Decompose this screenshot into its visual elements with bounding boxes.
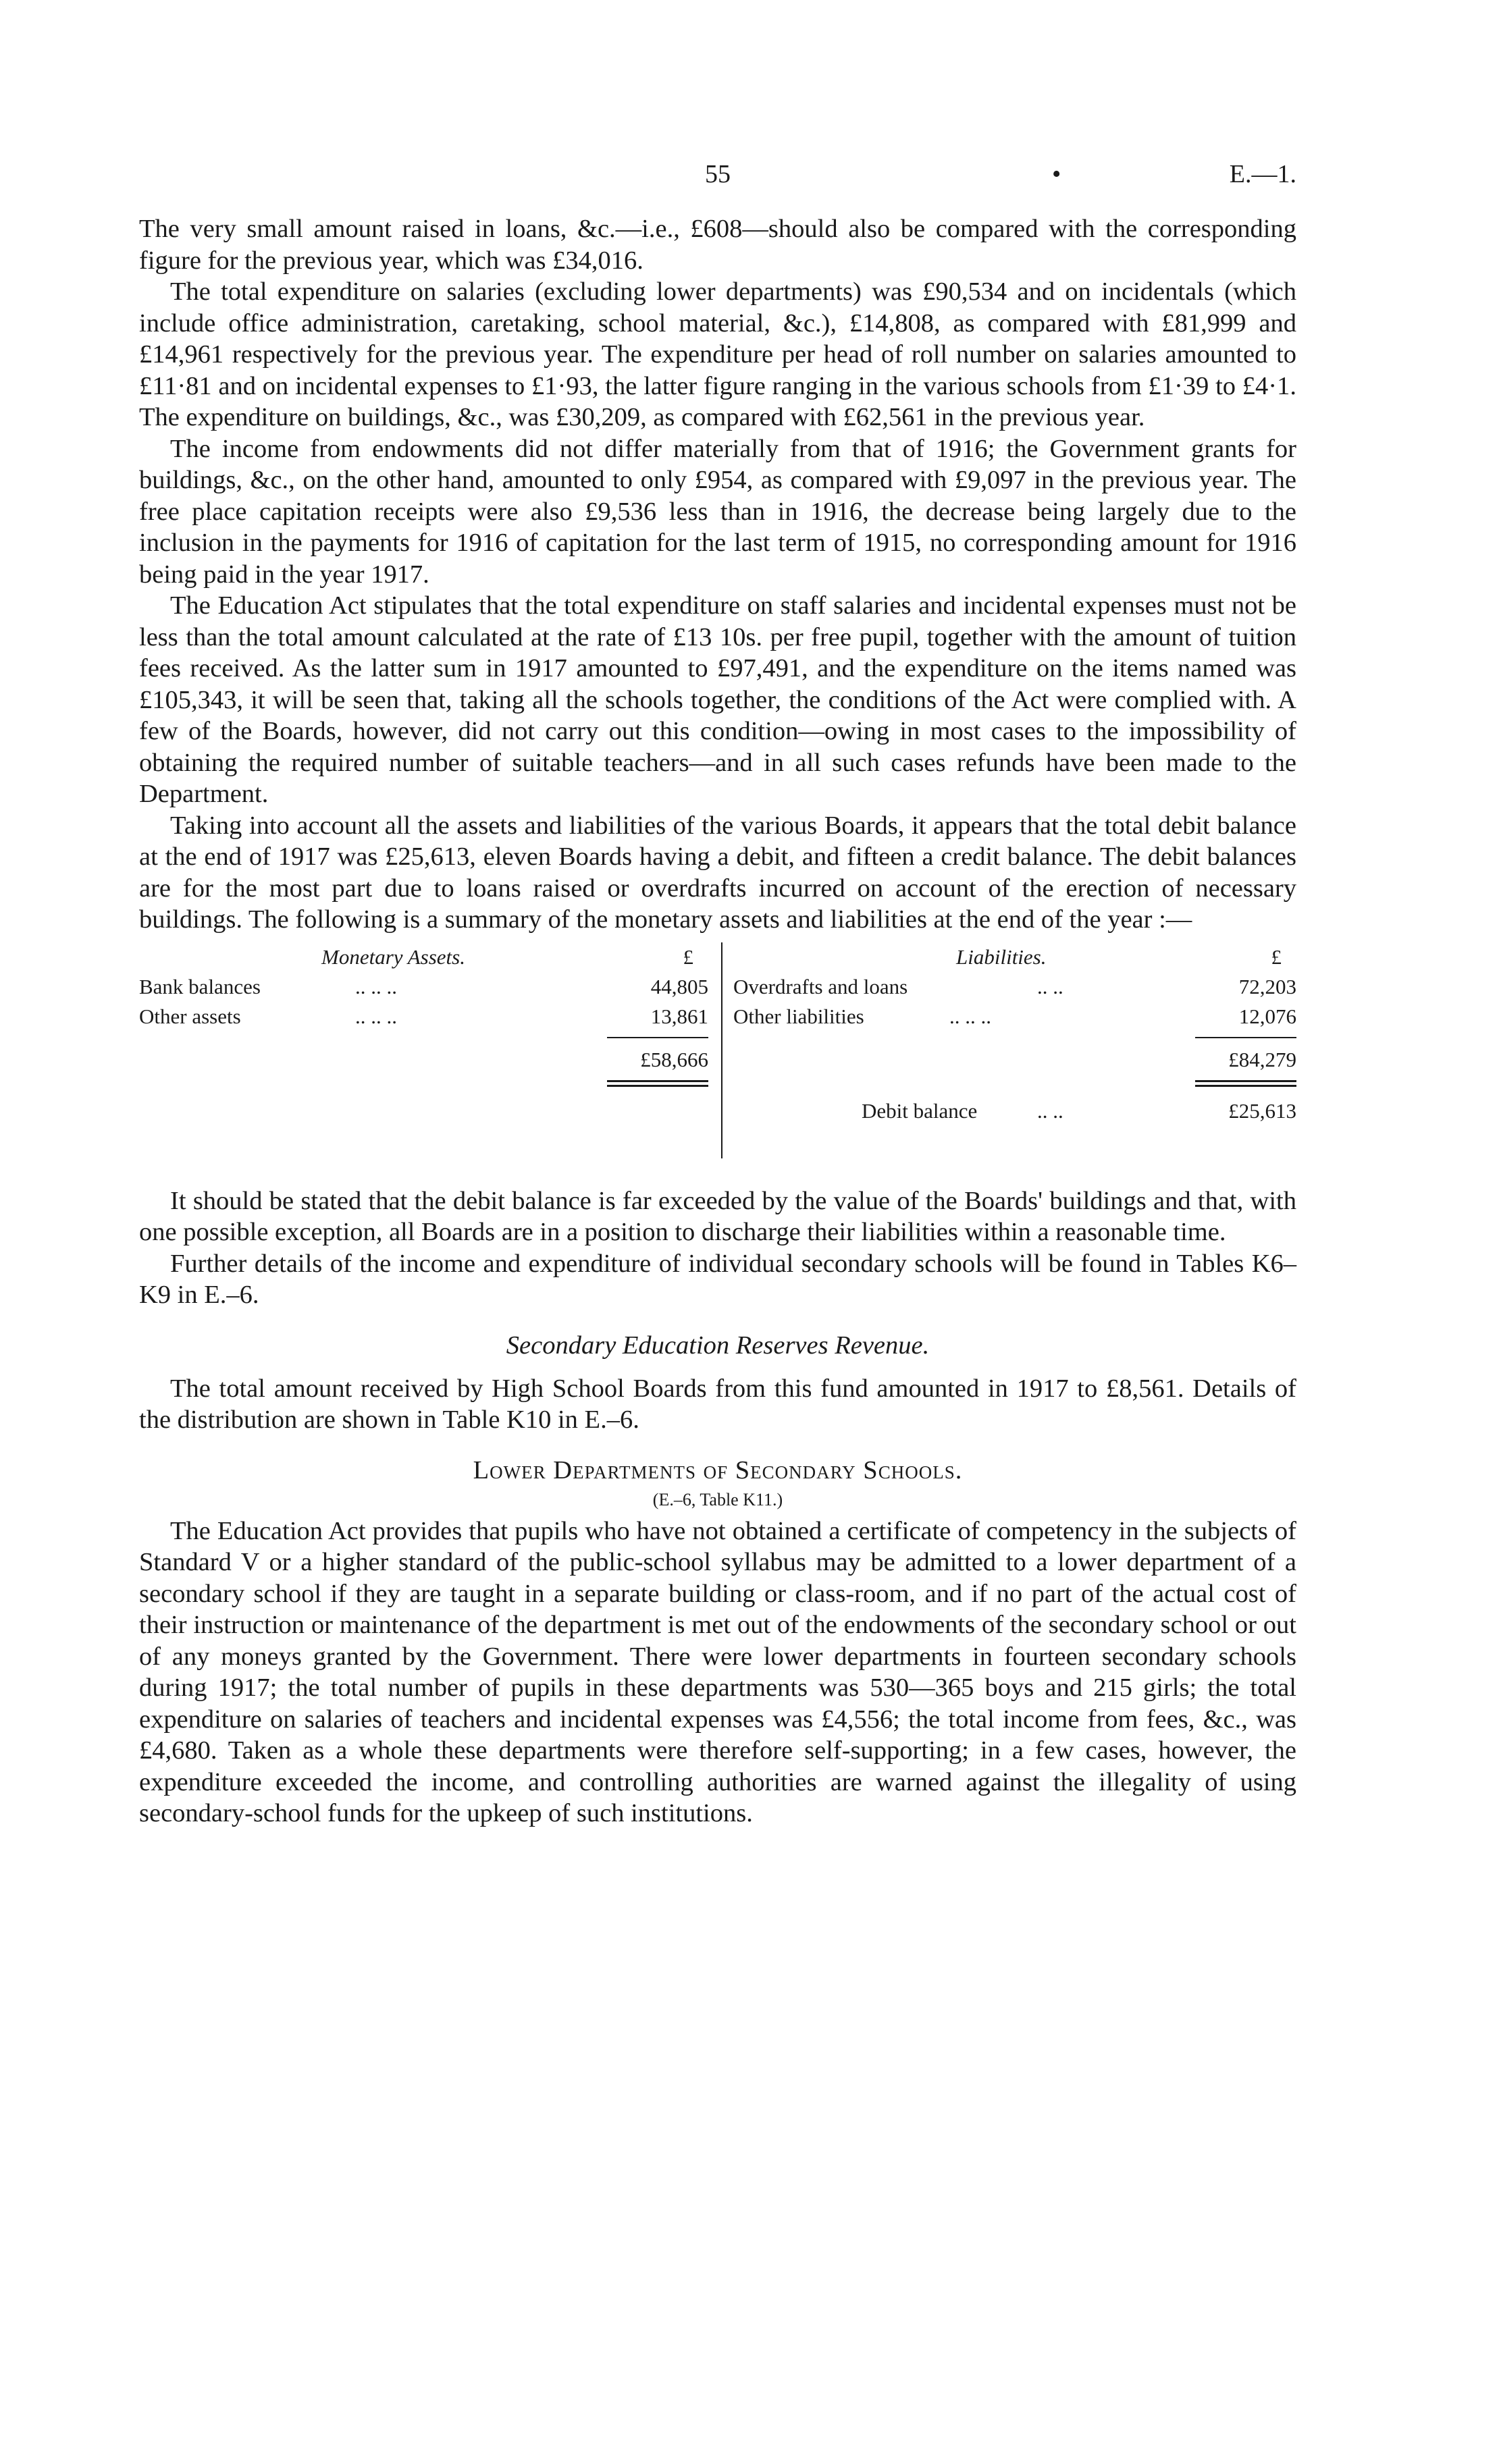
assets-unit: £: [683, 944, 693, 969]
series-reference: E.—1.: [1229, 160, 1296, 188]
liabilities-column: [733, 942, 1296, 1126]
assets-double-rule: [607, 1080, 708, 1087]
liabilities-unit: £: [1271, 944, 1282, 969]
assets-total-rule: [607, 1037, 708, 1038]
paragraph-lower-departments: The Education Act provides that pupils who have not obtained a certificate of competency in the subjects of Standard V or a higher standard of the public-school syllabus may be admitted to a lower department of a secondary school if they are taught in a separate building or class-room, and if no part of the actual cost of their instruction or maintenance of the department is met out of the endowments of the secondary school or out of any moneys granted by the Government. There were lower departments in fourteen secondary schools during 1917; the total number of pupils in these departments was 530—365 boys and 215 girls; the total expenditure on salaries of teachers and incidental expenses was £4,556; the total income from fees, &c., was £4,680. Taken as a whole these departments were therefore self-supporting; in a few cases, however, the expenditure exceeded the income, and controlling authorities are warned against the illegality of using secondary-school funds for the upkeep of such institutions.: [139, 1516, 1296, 1827]
paragraph-expenditure: The total expenditure on salaries (excluding lower departments) was £90,534 and on incidentals (which include office administration, caretaking, school material, &c.), £14,808, as compared with £81,999 and £14,961 respectively for the previous year. The expenditure per head of roll number on salaries amounted to £11·81 and on incidental expenses to £1·93, the latter figure ranging in the various schools from £1·39 to £4·1. The expenditure on buildings, &c., was £30,209, as compared with £62,561 in the previous year.: [139, 277, 1296, 431]
liabilities-total: £84,279: [1228, 1047, 1296, 1071]
section-heading-lower-departments: Lower Departments of Secondary Schools.: [473, 1455, 963, 1484]
asset-row-bank: [139, 972, 708, 1002]
paragraph-assets-liabilities: Taking into account all the assets and liabilities of the various Boards, it appears that the total debit balance at the end of 1917 was £25,613, eleven Boards having a debit, and fifteen a credit balance. The debit balances are for the most part due to loans raised or overdrafts incurred on account of the erection of necessary buildings. The following is a summary of the monetary assets and liabilities at the end of the year :—: [139, 811, 1296, 934]
debit-balance-row: [733, 1096, 1296, 1126]
leader-dots: .. .. ..: [949, 1004, 991, 1028]
paragraph-debit-note: It should be stated that the debit balance is far exceeded by the value of the Boards' buildings and that, with one possible exception, all Boards are in a position to discharge their liabilities within a reasonable time.: [139, 1186, 1296, 1246]
column-divider: [721, 942, 722, 1158]
assets-title: Monetary Assets.: [321, 944, 465, 969]
leader-dots: .. .. ..: [355, 1004, 397, 1028]
asset-amount: 44,805: [650, 974, 708, 998]
page-header: [139, 159, 1296, 213]
leader-dots: .. .. ..: [355, 974, 397, 998]
liability-label: Other liabilities: [733, 1004, 864, 1028]
asset-label: Bank balances: [139, 974, 261, 998]
assets-header-row: [139, 942, 708, 972]
liability-row-other: [733, 1002, 1296, 1032]
paragraph-loans: The very small amount raised in loans, &c.—i.e., £608—should also be compared with the corresponding figure for the previous year, which was £34,016.: [139, 215, 1296, 275]
leader-dots: .. ..: [1037, 974, 1063, 998]
liabilities-title: Liabilities.: [956, 944, 1047, 969]
asset-row-other: [139, 1002, 708, 1032]
liabilities-total-row: [733, 1045, 1296, 1075]
page-number: 55: [705, 160, 731, 188]
liability-row-overdrafts: [733, 972, 1296, 1002]
asset-label: Other assets: [139, 1004, 241, 1028]
assets-total: £58,666: [640, 1047, 708, 1071]
liability-amount: 72,203: [1238, 974, 1296, 998]
liabilities-header-row: [733, 942, 1296, 972]
section-reference: (E.–6, Table K11.): [652, 1489, 783, 1509]
liabilities-total-rule: [1195, 1037, 1296, 1038]
debit-amount: £25,613: [1228, 1098, 1296, 1123]
liability-amount: 12,076: [1238, 1004, 1296, 1028]
leader-dots: .. ..: [1037, 1098, 1063, 1123]
paragraph-reserves: The total amount received by High School Boards from this fund amounted in 1917 to £8,561. Details of the distribution are shown in Table K10 in E.–6.: [139, 1374, 1296, 1434]
document-page: [139, 159, 1296, 1829]
liability-label: Overdrafts and loans: [733, 974, 908, 998]
header-dot: •: [1052, 160, 1061, 188]
assets-column: [139, 942, 708, 1091]
assets-total-row: [139, 1045, 708, 1075]
section-heading-reserves: Secondary Education Reserves Revenue.: [506, 1331, 930, 1360]
debit-label: Debit balance: [862, 1098, 978, 1123]
asset-amount: 13,861: [650, 1004, 708, 1028]
liabilities-double-rule: [1195, 1080, 1296, 1087]
paragraph-further-details: Further details of the income and expenditure of individual secondary schools will be found in Tables K6–K9 in E.–6.: [139, 1249, 1296, 1309]
balance-sheet: [139, 942, 1296, 1185]
paragraph-education-act: The Education Act stipulates that the total expenditure on staff salaries and incidental expenses must not be less than the total amount calculated at the rate of £13 10s. per free pupil, together with the amount of tuition fees received. As the latter sum in 1917 amounted to £97,491, and the expenditure on the items named was £105,343, it will be seen that, taking all the schools together, the conditions of the Act were complied with. A few of the Boards, however, did not carry out this condition—owing in most cases to the impossibility of obtaining the required number of suitable teachers—and in all such cases refunds have been made to the Department.: [139, 591, 1296, 808]
paragraph-income: The income from endowments did not differ materially from that of 1916; the Government grants for buildings, &c., on the other hand, amounted to only £954, as compared with £9,097 in the previous year. The free place capitation receipts were also £9,536 less than in 1916, the decrease being largely due to the inclusion in the payments for 1916 of capitation for the last term of 1915, no corresponding amount for 1916 being paid in the year 1917.: [139, 434, 1296, 589]
